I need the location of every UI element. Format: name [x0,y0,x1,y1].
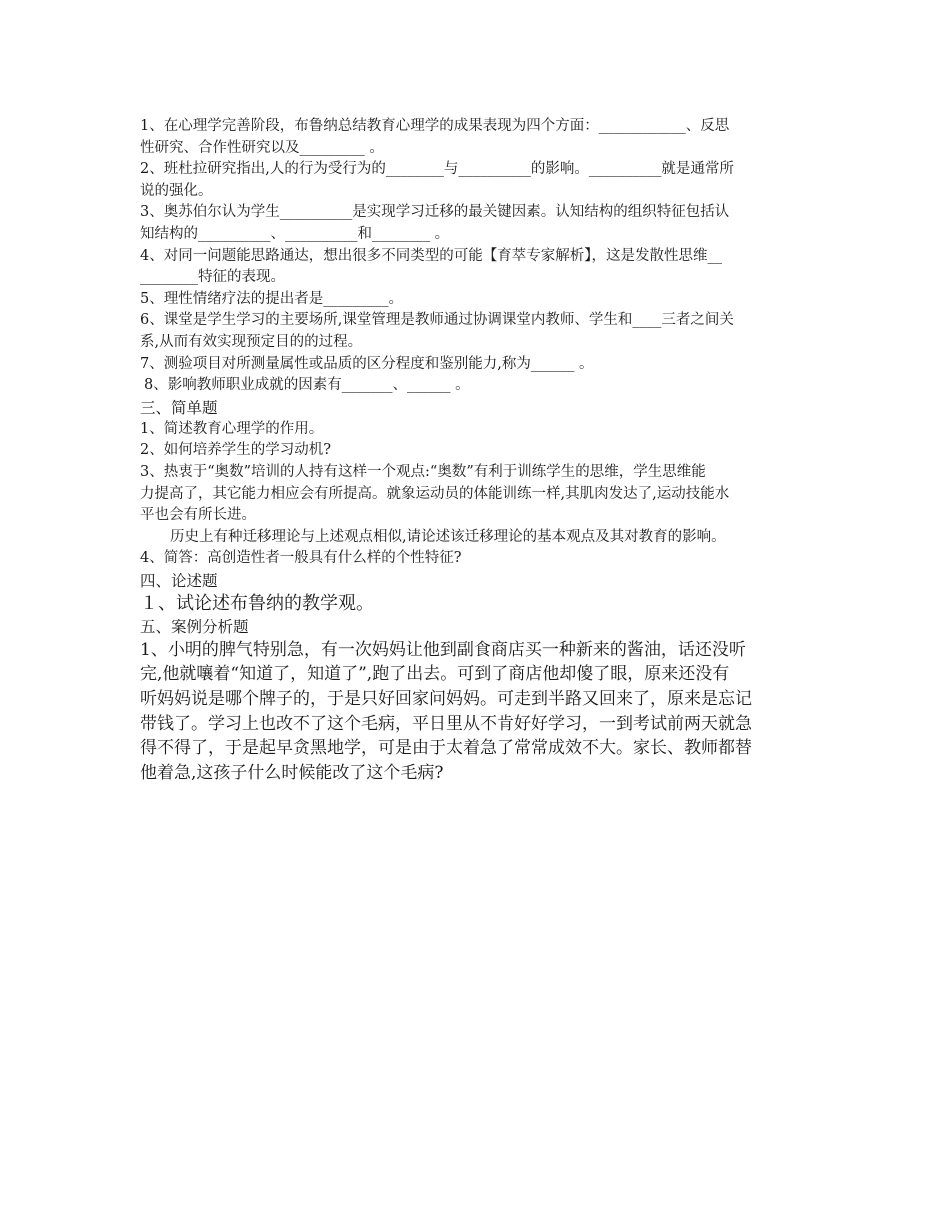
short-answer-q3-line2: 力提高了，其它能力相应会有所提高。就象运动员的体能训练一样,其肌肉发达了,运动技能水 [140,485,730,502]
case-line-6: 他着急,这孩子什么时候能改了这个毛病? [140,762,444,783]
section-heading-essay: 四、论述题 [140,571,218,590]
case-line-5: 得不得了，于是起早贪黑地学，可是由于太着急了常常成效不大。家长、教师都替 [140,738,752,759]
short-answer-q3-line3: 平也会有所长进。 [140,507,256,524]
section-heading-case-analysis: 五、案例分析题 [140,617,249,636]
case-line-2: 完,他就嚷着“知道了，知道了”,跑了出去。可到了商店他却傻了眼，原来还没有 [140,664,730,685]
short-answer-q3-line1: 3、热衷于“奥数”培训的人持有这样一个观点:“奥数”有利于训练学生的思维，学生思维能 [140,463,706,480]
fill-blank-q1-line2: 性研究、合作性研究以及_________ 。 [140,139,384,156]
fill-blank-q5: 5、理性情绪疗法的提出者是_________。 [140,290,403,307]
fill-blank-q4-line1: 4、对同一问题能思路通达，想出很多不同类型的可能【育萃专家解析】，这是发散性思维__ [140,247,722,264]
section-heading-short-answer: 三、简单题 [140,398,218,417]
fill-blank-q2-line1: 2、班杜拉研究指出,人的行为受行为的________与__________的影响。__________就是通常所 [140,161,734,178]
short-answer-q1: 1、简述教育心理学的作用。 [140,420,324,437]
short-answer-q4: 4、简答：高创造性者一般具有什么样的个性特征? [140,550,462,567]
case-line-3: 听妈妈说是哪个牌子的，于是只好回家问妈妈。可走到半路又回来了，原来是忘记 [140,689,752,710]
short-answer-q3-prompt: 历史上有种迁移理论与上述观点相似,请论述该迁移理论的基本观点及其对教育的影响。 [170,528,726,545]
fill-blank-q3-line1: 3、奥苏伯尔认为学生__________是实现学习迁移的最关键因素。认知结构的组织特征包括认 [140,204,730,221]
exam-page [140,116,812,785]
essay-q1: １、试论述布鲁纳的教学观。 [140,592,374,614]
fill-blank-q7: 7、测验项目对所测量属性或品质的区分程度和鉴别能力,称为______ 。 [140,355,594,372]
fill-blank-q6-line2: 系,从而有效实现预定目的的过程。 [140,333,363,350]
short-answer-q2: 2、如何培养学生的学习动机? [140,442,331,459]
fill-blank-q6-line1: 6、课堂是学生学习的主要场所,课堂管理是教师通过协调课堂内教师、学生和____三者之间关 [140,312,734,329]
fill-blank-q4-line2: ________特征的表现。 [140,269,285,286]
fill-blank-q1-line1: 1、在心理学完善阶段，布鲁纳总结教育心理学的成果表现为四个方面：____________、反思 [140,118,730,134]
fill-blank-q8: 8、影响教师职业成就的因素有_______、______ 。 [144,377,470,394]
fill-blank-q2-line2: 说的强化。 [140,182,213,199]
fill-blank-q3-line2: 知结构的__________、__________和________ 。 [140,225,450,242]
case-line-1: 1、小明的脾气特别急，有一次妈妈让他到副食商店买一种新来的酱油，话还没听 [140,639,746,660]
case-line-4: 带钱了。学习上也改不了这个毛病，平日里从不肯好好学习，一到考试前两天就急 [140,713,752,734]
